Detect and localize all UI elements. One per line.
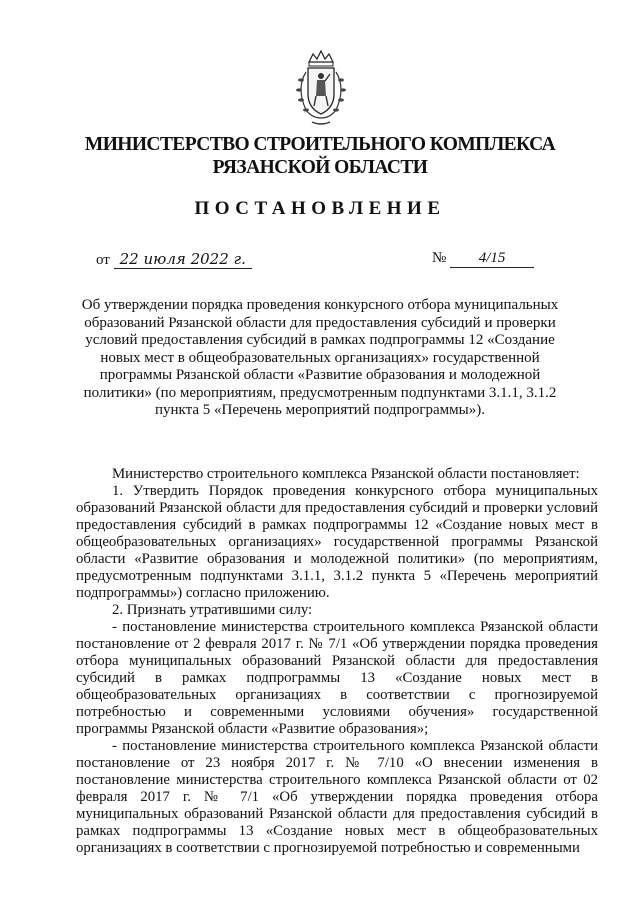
date-handwritten: 22 июля 2022 г. [114, 250, 252, 269]
body-paragraph: 2. Признать утратившими силу: [112, 602, 313, 618]
ministry-name-line2: РЯЗАНСКОЙ ОБЛАСТИ [212, 157, 428, 178]
body-paragraph: - постановление министерства строительного комплекса Рязанской области постановление от 23 ноября 2017 г. № 7/10 «О внесении изменения в постановление министерства строительного комплекса Рязанской области от 02 февраля 2017 г. № 7/1 «Об утверждении порядка проведения отбора муниципальных образований Рязанской области для предоставления субсидий в рамках подпрограммы 13 «Создание новых мест в общеобразовательных организациях в соответствии с прогнозируемой потребностью и современными [76, 738, 598, 856]
ministry-name-line1: МИНИСТЕРСТВО СТРОИТЕЛЬНОГО КОМПЛЕКСА [84, 134, 556, 155]
coat-of-arms-icon [290, 48, 352, 128]
body-paragraph: 1. Утвердить Порядок проведения конкурсного отбора муниципальных образований Рязанской области для предоставления субсидий и проверки условий предоставления субсидий в рамках подпрограммы 12 «Создание новых мест в общеобразовательных организациях» государственной программы Рязанской области «Развитие образования и молодежной политики» (по мероприятиям, предусмотренным подпунктами 3.1.1, 3.1.2 пункта 5 «Перечень мероприятий подпрограммы») согласно приложению. [76, 483, 598, 601]
date-prefix: от [96, 252, 110, 268]
document-number [432, 250, 534, 268]
number-handwritten: 4/15 [450, 250, 534, 268]
document-title: Об утверждении порядка проведения конкурсного отбора муниципальных образований Рязанской области для предоставления субсидий и проверки условий предоставления субсидий в рамках подпрограммы 12 «Создание новых мест в общеобразовательных организациях» государственной программы Рязанской области «Развитие образования и молодежной политики» (по мероприятиям, предусмотренным подпунктами 3.1.1, 3.1.2 пункта 5 «Перечень мероприятий подпрограммы»). [81, 297, 559, 418]
number-prefix: № [432, 250, 447, 266]
body-paragraph: - постановление министерства строительного комплекса Рязанской области постановление от 2 февраля 2017 г. № 7/1 «Об утверждении порядка проведения отбора муниципальных образований Рязанской области для предоставления субсидий в рамках подпрограммы 13 «Создание новых мест в общеобразовательных организациях в соответствии с прогнозируемой потребностью и современными условиями обучения» государственной программы Рязанской области «Развитие образования»; [76, 619, 598, 737]
body-paragraph: Министерство строительного комплекса Рязанской области постановляет: [112, 466, 580, 482]
ministry-name [60, 133, 580, 179]
document-type: ПОСТАНОВЛЕНИЕ [194, 198, 446, 219]
document-body [76, 466, 598, 857]
document-date [96, 250, 252, 269]
